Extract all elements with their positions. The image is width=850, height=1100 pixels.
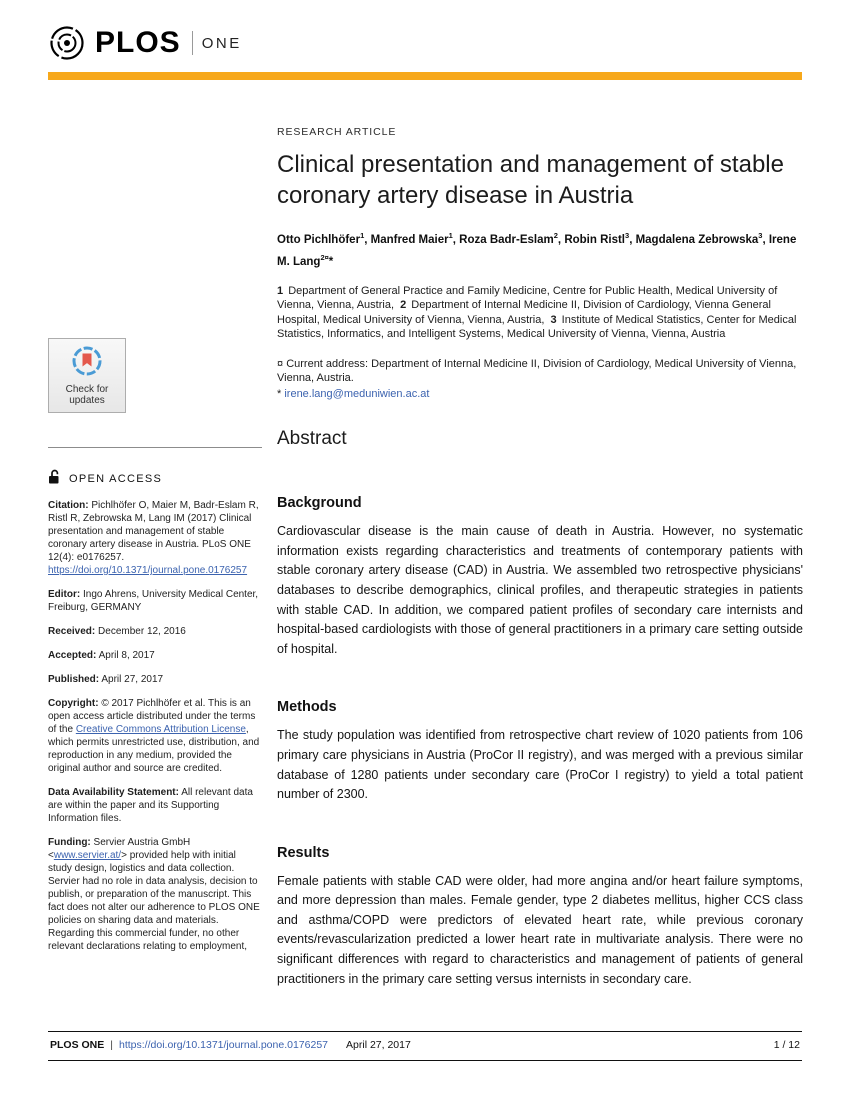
author: Roza Badr-Eslam$^2$, <box>459 231 565 246</box>
current-address <box>277 357 803 386</box>
email-star: * <box>277 387 282 400</box>
page-number: 1 / 12 <box>773 1039 800 1051</box>
footer-doi-link[interactable]: https://doi.org/10.1371/journal.pone.0176257 <box>119 1039 329 1051</box>
published-label: Published: <box>48 674 100 685</box>
footer-date: April 27, 2017 <box>346 1039 411 1051</box>
data-availability-block <box>48 786 262 825</box>
footer-separator: | <box>110 1039 113 1051</box>
plos-logo-icon <box>48 24 86 62</box>
page-title: Clinical presentation and management of stable coronary artery disease in Austria <box>277 151 784 209</box>
data-availability-label: Data Availability Statement: <box>48 787 179 798</box>
affiliation-number: 2 <box>400 299 407 312</box>
footer-brand: PLOS ONE <box>50 1039 105 1051</box>
citation-label: Citation: <box>48 500 89 511</box>
footer-left <box>50 1039 411 1051</box>
citation-block <box>48 499 262 577</box>
author: Otto Pichlhöfer$^1$, <box>277 231 371 246</box>
section-background <box>277 495 803 659</box>
data-availability-text: All relevant data are within the paper and its Supporting Information files. <box>48 787 253 824</box>
funding-block <box>48 836 262 953</box>
article-body <box>277 126 803 989</box>
open-access-label: OPEN ACCESS <box>69 472 163 485</box>
crossmark-icon <box>71 345 103 382</box>
footer <box>48 1031 802 1061</box>
funder-link[interactable]: www.servier.at/ <box>53 850 122 861</box>
cc-license-link[interactable]: Creative Commons Attribution License <box>75 724 246 735</box>
funding-text-before: Servier Austria GmbH < <box>48 837 191 861</box>
current-address-block <box>277 357 803 402</box>
section-methods <box>277 699 803 804</box>
accent-bar <box>48 72 802 80</box>
methods-text: The study population was identified from retrospective chart review of 1020 patients from 106 primary care physicians in Austria (ProCor II registry), and was merged with a previous similar database of 1280 patients under secondary care (ProCor I registry) to yield a total patient number of 2300. <box>277 728 803 802</box>
plos-logo <box>48 24 242 62</box>
editor-block <box>48 588 262 614</box>
accepted-block <box>48 649 262 662</box>
sidebar-divider <box>48 447 262 448</box>
editor-label: Editor: <box>48 589 81 600</box>
accepted-label: Accepted: <box>48 650 97 661</box>
received-label: Received: <box>48 626 96 637</box>
affiliation-text: Department of General Practice and Family Medicine, Centre for Public Health, Medical University of Vienna, Vienna, Austria, <box>277 284 778 312</box>
funding-text-after: > provided help with initial study design, logistics and data collection. Servier had no role in data analysis, decision to publish, or preparation of the manuscript. This fact does not alter our adherence to PLOS ONE policies on sharing data and materials. Regarding this commercial funder, no other relevant declarations relating to employment, <box>48 850 260 952</box>
author: Irene M. Lang$^{2¤}$ <box>277 233 797 268</box>
check-for-updates-label <box>66 384 109 406</box>
published-block <box>48 673 262 686</box>
published-date: April 27, 2017 <box>101 674 164 685</box>
accepted-date: April 8, 2017 <box>98 650 155 661</box>
citation-doi-link[interactable]: https://doi.org/10.1371/journal.pone.0176257 <box>48 565 248 576</box>
article-type-label: RESEARCH ARTICLE <box>277 126 397 138</box>
check-for-updates-badge[interactable] <box>48 338 126 413</box>
author-list <box>277 227 803 271</box>
logo-divider <box>192 31 193 55</box>
current-address-text: Current address: Department of Internal Medicine II, Division of Cardiology, Medical University of Vienna, Vienna, Austria. <box>277 357 797 385</box>
brand-plos: PLOS <box>95 26 181 59</box>
corresponding-email <box>277 387 803 402</box>
current-address-symbol: ¤ <box>277 357 284 370</box>
badge-line-1: Check for <box>65 384 109 395</box>
results-heading: Results <box>277 844 330 861</box>
methods-heading: Methods <box>277 699 337 716</box>
received-block <box>48 625 262 638</box>
brand-one: ONE <box>201 34 242 52</box>
section-results <box>277 845 803 990</box>
open-access <box>48 469 262 488</box>
corresponding-author-star: * <box>328 255 334 268</box>
results-text: Female patients with stable CAD were older, had more angina and/or heart failure symptoms, and more depression than males. Female gender, type 2 diabetes mellitus, higher CCS class and asthma/COPD were predictors of elevated heart rate, while previous coronary events/revascularization predicted a lower heart rate in multivariate analysis. There were no significant differences with regard to characteristics and management of patients of general practitioners in the primary care setting versus internists in secondary care. <box>277 873 803 986</box>
email-link[interactable]: irene.lang@meduniwien.ac.at <box>284 387 430 400</box>
background-heading: Background <box>277 495 362 512</box>
affiliation-text: Institute of Medical Statistics, Center for Medical Statistics, Informatics, and Intelligent Systems, Medical University of Vienna, Vienna, Austria <box>277 313 797 341</box>
affiliation-text: Department of Internal Medicine II, Division of Cardiology, Vienna General Hospital, Medical University of Vienna, Vienna, Austria, <box>277 299 771 326</box>
affiliation-number: 3 <box>550 313 557 326</box>
sidebar <box>48 338 262 953</box>
citation-text: Pichlhöfer O, Maier M, Badr-Eslam R, Ristl R, Zebrowska M, Lang IM (2017) Clinical presentation and management of stable coronary artery disease in Austria. PLoS ONE 12(4): e0176257. <box>48 500 259 563</box>
author: Robin Ristl$^3$, <box>564 231 636 246</box>
background-text: Cardiovascular disease is the main cause of death in Austria. However, no systematic information exists regarding characteristics and treatments of contemporary patients with stable coronary artery disease (CAD) in Austria. We assembled two retrospective physicians' databases to describe demographics, clinical profiles, and therapeutic strategies in patients with stable CAD. In addition, we compared patient profiles of secondary care internists and hospital-based cardiologists with those of general practitioners in a primary care setting outside of hospital. <box>277 524 803 656</box>
copyright-text-after: , which permits unrestricted use, distribution, and reproduction in any medium, provided the original author and source are credited. <box>48 724 260 774</box>
affiliation-number: 1 <box>277 284 284 297</box>
copyright-text-before: © 2017 Pichlhöfer et al. This is an open access article distributed under the terms of the <box>48 698 256 735</box>
open-lock-icon <box>48 469 61 488</box>
author: Magdalena Zebrowska$^3$, <box>635 231 769 246</box>
badge-line-2: updates <box>69 395 105 406</box>
received-date: December 12, 2016 <box>98 626 186 637</box>
copyright-label: Copyright: <box>48 698 99 709</box>
affiliations <box>277 284 803 342</box>
editor-text: Ingo Ahrens, University Medical Center, Freiburg, GERMANY <box>48 589 259 613</box>
copyright-block <box>48 697 262 775</box>
author: Manfred Maier$^1$, <box>370 231 460 246</box>
abstract-heading: Abstract <box>277 428 347 450</box>
funding-label: Funding: <box>48 837 91 848</box>
